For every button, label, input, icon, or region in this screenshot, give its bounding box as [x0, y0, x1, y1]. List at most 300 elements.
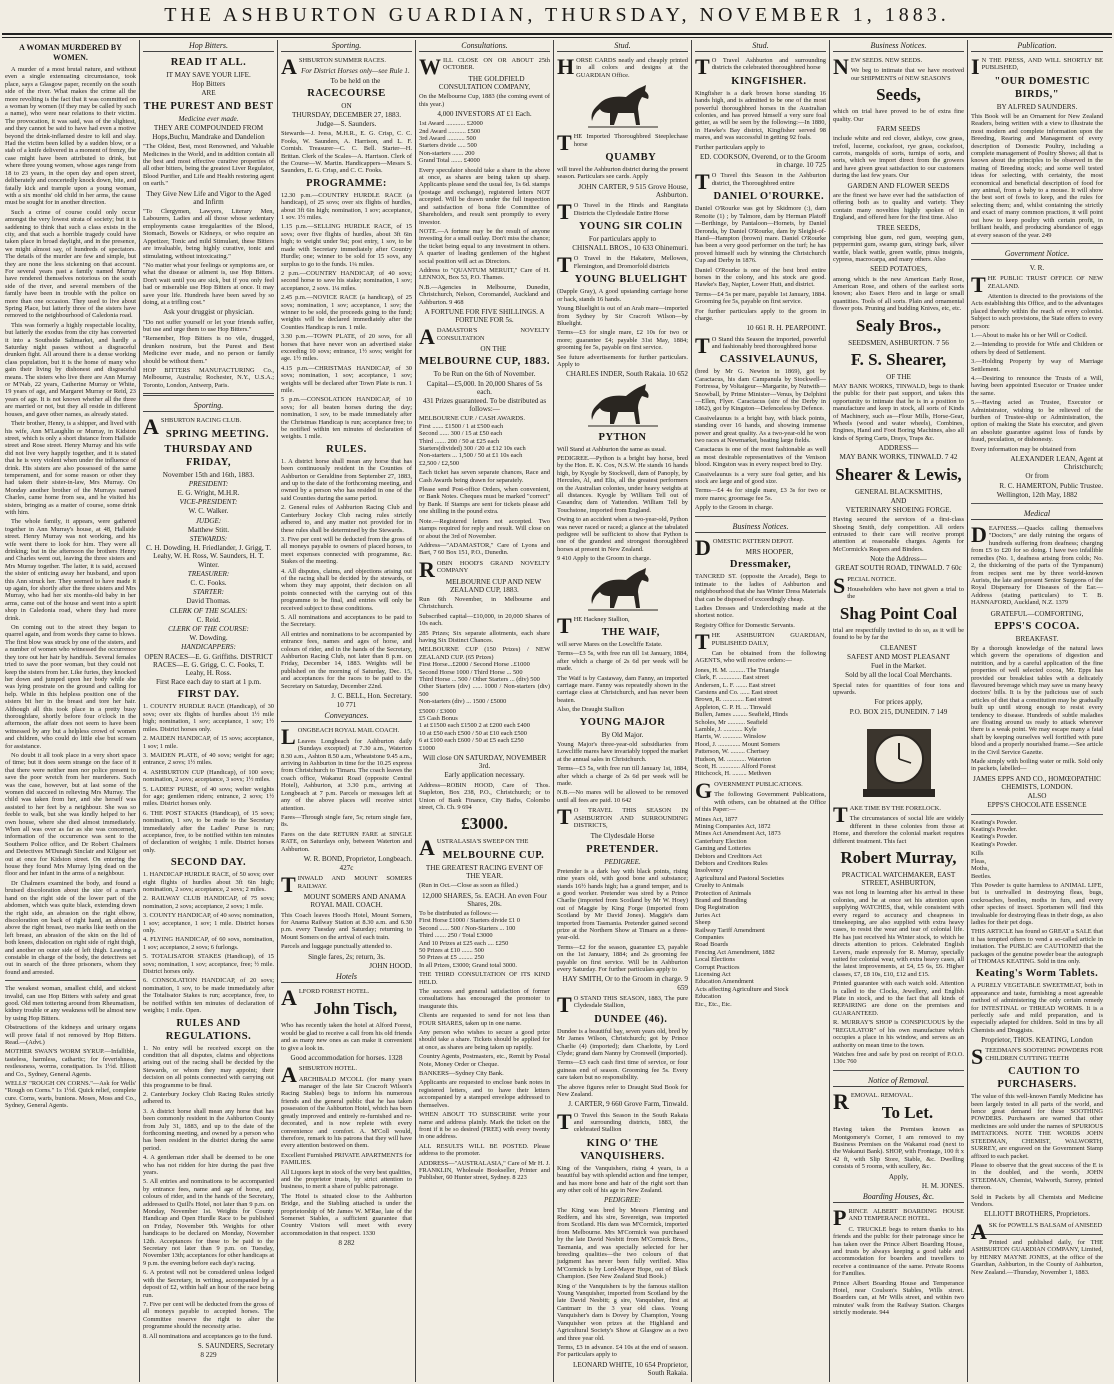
- ad-body-text: 3. MAIDEN PLATE, of 40 sovs; weight for age; entrance, 2 sovs; 1½ miles.: [143, 751, 274, 767]
- ad-body-text: Terms—£3 for single mare, £2 10s for two or more; guarantee £4; payable 31st May, 1884; grooming fee 5s, payable on first service.: [557, 329, 688, 352]
- column-divider: [971, 814, 1103, 815]
- column-divider: [971, 503, 1103, 504]
- ad-list: [419, 910, 550, 969]
- ad-body-text: All Liquors kept in stock of the very best qualities, and the proprietor trusts, by strict attention to business, to merit a share of public patronage.: [281, 1168, 412, 1191]
- drop-cap: T: [557, 612, 572, 638]
- ad-body-text: "Do not suffer yourself or let your friends suffer, but use and urge them to use Hop Bitters.": [143, 318, 274, 333]
- ad-body-text: Dundee is a beautiful bay, seven years old, bred by Mr James Wilson, Christchurch; got by Prince Charlie (4) (imported); dam Charlotte, by Lord Clyde; grand dam Nanny by Cromwell (imported).: [557, 1027, 688, 1057]
- ad-opening-text: SHBURTON SUMMER RACES.: [298, 57, 386, 64]
- ad-list-item: Second ...... 500 / Non-Starters ... 100: [419, 924, 516, 932]
- ad-opening-text: PECIAL NOTICE.: [847, 575, 897, 583]
- ad-line: David Thomas.: [186, 597, 231, 606]
- ad-opening: [557, 1108, 688, 1135]
- ad-body-text: Daniel O'Rourke was got by Skidmore (:), dam Renoite (1) ; by Talmore, dam by Herman Platoff—Berthinge, by Pantaloon—Hornets, by Daniel Deronda, by Daniel O'Rourke, dam by Sleight-of-Hand—Hampton (brown) mare. Daniel O'Rourke has been a very good performer on the turf; he has proved himself such by winning the Christchurch Cup and Derby in 1876.: [695, 205, 826, 265]
- ad-list-item: Debtors and Creditors Act: [695, 852, 762, 860]
- ad-body-text: THE THIRD CONSULTATION OF ITS KIND HELD.: [419, 971, 550, 986]
- ad-body-text: Printed and published daily, for THE ASHBURTON GUARDIAN COMPANY, Limited, by HENRY MAYNE JONES, at the office of the Guardian, Ashburton, in the County of Ashburton, New Zealand.—Thursday, November 1, 1883.: [971, 1238, 1103, 1276]
- ad-line: The Clydesdale Horse: [590, 832, 655, 841]
- ad-line: 12,000 SHARES, 5s. EACH. An even Four Shares, 20s.: [422, 891, 547, 908]
- ad-list-item: Andersen, L. F. ....... East street: [695, 681, 776, 689]
- ad-line: GREAT SOUTH ROAD, TINWALD. 7 60c: [835, 564, 962, 573]
- ad-heading: THE WAIF,: [601, 627, 660, 639]
- section-header: Hotels: [281, 971, 412, 983]
- masthead-rule-thin: [2, 37, 1112, 38]
- ad-list-item: Clark, F. .............. East street: [695, 674, 770, 682]
- ad-body-text: 6. CONSOLATION HANDICAP, of 20 sovs; nomination, 1 sov, to be made immediately after the Totalisator Stakes is run; acceptance, free, to be notified within ten minutes of declaration of weights; 1 mile. Open.: [143, 977, 274, 1015]
- newspaper-title: THE ASHBURTON GUARDIAN, THURSDAY, NOVEMBER 1, 1883.: [164, 4, 950, 26]
- ad-list-item: Hood, J. .............. Mount Somers: [695, 740, 780, 748]
- ad-line: FARM SEEDS: [876, 125, 921, 134]
- ad-body-text: MOTHER SWAN'S WORM SYRUP.—Infallible, tasteless, harmless, cathartic; for feverishness, restlessness, worms, constipation. 1s 1½d. Elliott and Co., Sydney, General Agents.: [5, 1048, 136, 1078]
- ad-line: GARDEN AND FLOWER SEEDS: [847, 181, 950, 190]
- ad-subheading: VICE-PRESIDENT:: [179, 498, 238, 507]
- ad-opening: [971, 54, 1103, 79]
- ad-opening-text: OVERNMENT PUBLICATIONS.: [714, 780, 803, 788]
- ad-line: MRS HOOPER,: [745, 548, 794, 557]
- ad-opening: [833, 801, 964, 827]
- ad-body-text: Terms—£3 5s, with free run till 1st January, 1884, after which a charge of 2s 6d per week will be made.: [557, 650, 688, 673]
- ad-body-text: THIS ARTICLE has found so GREAT a SALE that it has tempted others to vend a so-called article in imitation. The PUBLIC are CAUTIONED that the packages of the genuine powder bear the autograph of THOMAS KEATING. Sold in tins only.: [971, 928, 1103, 965]
- ad-list-item: Corrupt Practices: [695, 963, 740, 971]
- ad-line: SAFEST AND MOST PLEASANT: [847, 652, 950, 661]
- drop-cap: T: [695, 332, 710, 358]
- ad-opening: [971, 1044, 1103, 1070]
- ad-heading: SECOND DAY.: [170, 857, 247, 869]
- ad-body-text: (Run in Oct.—Close as soon as filled.): [419, 882, 519, 890]
- ad-line: 427c: [339, 864, 354, 873]
- ad-body-text: NOTE.—A fortune may be the result of anyone investing for a small outlay. Don't miss the chance; the ticket being equal to any investment in others. A quarter of leading gentlemen of the highest social position will act as Directors.: [419, 227, 550, 265]
- ad-body-text: Caractacus is one of the most fashionable as well as most desirable representatives of the Venison blood. Kingston was in every respect bred to Dry.: [695, 446, 826, 469]
- ad-list-item: Companies: [695, 934, 724, 941]
- ad-line: 8 229: [200, 1351, 217, 1360]
- ad-body-text: WELLS' "ROUGH ON CORNS."—Ask for Wells' "Rough on Corns." 1s 1½d. Quick relief, complete cure. Corns, warts, bunions. Moses, Moss and Co., Sydney, General Agents.: [5, 1080, 136, 1110]
- ad-opening-text: TEEDMAN'S SOOTHING POWDERS FOR CHILDREN CUTTING TEETH: [985, 1047, 1103, 1062]
- column-5: [554, 40, 692, 1382]
- ad-body-text: Terms—£3 each cash first time of service, or four guineas end of season. Grooming fee 5s. Every care taken but no responsibility.: [557, 1059, 688, 1082]
- ad-signature: 10 661 R. H. PEARPOINT.: [746, 324, 826, 333]
- ad-body-text: 1. COUNTY HURDLE RACE (Handicap), of 30 sovs; over six flights of hurdles about 1½ mile high; nomination, 1 sov; acceptance, 1 sov; 1½ miles. District horses only.: [143, 703, 274, 733]
- ad-list-item: Road Boards: [695, 941, 729, 949]
- ad-line: Sold by all the local Coal Merchants.: [845, 671, 952, 680]
- ad-list-item: Third Horse ... 500 / Other Starters ... (div) 500: [419, 676, 540, 684]
- column-divider: [971, 243, 1103, 244]
- ad-body-text: include white and red clover, alsikye, cow grass, trefoil, lucerne, cocksfoot, rye grass, cocksfoot, carrots, mangolds of sorts, turnips of sorts, and sorts, which we import direct from the growers and have given great satisfaction to our customers during the last few years. Our: [833, 135, 964, 180]
- ad-display-heading: Shearer & Lewis,: [835, 464, 962, 484]
- ad-list-item: £5 Cash Bonus: [419, 715, 458, 723]
- ad-opening: [281, 872, 412, 898]
- ad-line: First Race each day to start at 1 p.m.: [156, 678, 261, 687]
- ad-line: November 15th and 16th, 1883.: [162, 470, 255, 479]
- ad-line: Hop Bitters: [191, 80, 226, 89]
- ad-heading: CASSIVELAUNUS,: [719, 354, 818, 366]
- ad-signature: W. R. BOND, Proprietor, Longbeach.: [303, 854, 412, 863]
- ad-line: MAY BANK WORKS, TINWALD. 7 42: [839, 453, 958, 462]
- ad-list-item: Non-starters ....... 200: [419, 149, 475, 157]
- ad-list-item: Debtors and Creditors Rules: [695, 859, 768, 867]
- ad-opening-text: OBIN HOOD'S GRAND NOVELTY COMPANY: [436, 559, 550, 575]
- ad-body-text: Terms—£3 5s, with free run till January 1st, 1884, after which a charge of 2s 6d per week will be made.: [557, 765, 688, 787]
- ad-body-text: N.B.—No mares will be allowed to be removed until all fees are paid. 10 642: [557, 789, 688, 804]
- ad-body-text: HOP BITTERS MANUFACTURING Co., Melbourne, Australia; Rochester, N.Y., U.S.A.; Toronto, London, Antwerp, Paris.: [143, 366, 274, 389]
- ad-line: 10 771: [336, 701, 357, 710]
- ad-opening-text: ILL CLOSE ON OR ABOUT 25th OCTOBER.: [443, 57, 550, 72]
- ad-heading: CAUTION TO PURCHASERS.: [997, 1066, 1081, 1091]
- ad-body-text: (Dapple Gray), A good upstanding carriage horse or hack, stands 16 hands.: [557, 288, 688, 303]
- ad-body-text: 2.45 p.m.—NOVICE RACE (a handicap), of 25 sovs; nomination, 1 sov; acceptance, 1 sov; the winner to be sold, the proceeds going to the fund; weights will be declared immediately after the Counties Handicap is run. 1 mile.: [281, 294, 412, 331]
- ad-subheading: CLERK OF THE SCALES:: [169, 606, 248, 615]
- ad-opening: [557, 56, 688, 80]
- ad-list: [695, 816, 826, 1009]
- article-paragraph: This was formerly a highly respectable locality, but latterly the exodus from the city has converted it into a Southside Saltmarket, and hardly a Saturday night passes without a disgraceful drunken fight. All around there is a dense working class population, but it is the home of many who gain their living by dishonest and disgraceful means. The sisters who live there are Ann Murray or M'Nab, 22 years, Catherine Murray or White, 19 years of age, and Margaret Murray or Reid, 23 years of age. It is not known whether all the three are married or not, but they all reside in different houses, and gave other names, as already stated.: [5, 321, 136, 418]
- article-paragraph: The whole family, it appears, were gathered together in Ann Murray's house, at 48, Hallside street. Henry Murray was not working, and his wife went there to look for him. They were all drinking; but in the afternoon the brothers Henry and Charles went out, leaving the three sisters and Mrs Murray together. The latter, it is said, accused the sister of enticing away her husband, and upon this Ann struck her. They seemed to have made it up again, for shortly after the three sisters and Mrs Murray, who had her six months-old baby in her arms, came out of the house and went into a spirit shop in Caledonia road, where they had more drink.: [5, 518, 136, 622]
- ad-subheading: Medicine ever made.: [178, 114, 239, 123]
- ad-body-text: King o' the Vanquishers is by the famous stallion Young Vanquisher, imported from Scotland by the late David Nesbitt; g sire, Vanquisher, first at Cantmarr in the 3 year old class. Young Vanquisher's dam is Dovey by Champion, Young Vanquisher won prizes at the Highland and Agricultural Society's Show at Glasgow as a two and three year old.: [557, 1282, 688, 1342]
- ad-list-item: And 10 Prizes at £25 each .... £250: [419, 939, 509, 947]
- ad-list-item: 1 at £1500 each £1500 2 at £200 each £400: [419, 722, 530, 730]
- ad-line: ARE: [201, 89, 216, 98]
- ad-body-text: Registry Office for Domestic Servants.: [695, 621, 795, 629]
- ad-body-text: Apply to the Groom in charge.: [695, 504, 774, 512]
- ad-list-item: Brand and Branding: [695, 896, 747, 904]
- ad-signature: CHISNALL BROS., 10 633 Ohinemuri.: [572, 244, 688, 253]
- ad-list-item: £5000 / £3000: [419, 707, 456, 715]
- ad-body-text: 2. MAIDEN HANDICAP, of 15 sovs; acceptance, 1 sov; 1 mile.: [143, 735, 274, 750]
- ad-body-text: R. MURRAY'S SHOP is CONSPICUOUS by the "REGULATOR" of his own manufacture which occupies a place in his window, and serves as an authority on mean time to the town.: [833, 1019, 964, 1049]
- ad-list-item: Third ....... 250 / Total £3000: [419, 932, 493, 940]
- ad-line: Or from: [1025, 472, 1049, 481]
- ad-line: C. H. Dowding, H. Friedlander, J. Grigg, T. Leahy, W. H. Ross, W. Saunders, H. T. Winter.: [145, 544, 271, 569]
- ad-body-text: 2. RAILWAY CLUB HANDICAP, of 75 sovs; nomination, 2 sovs; acceptance, 2 sovs; 1 mile.: [143, 895, 274, 910]
- ad-heading: RULES AND REGULATIONS.: [165, 1017, 252, 1042]
- ad-heading: PROGRAMME:: [306, 177, 387, 189]
- clock-illustration: [833, 719, 964, 801]
- ad-body-text: 1. No entry will be received except on the condition that all disputes, claims and objections arising out of the racing shall be decided by the Stewards, or whom they may appoint; their decision on all points connected with carrying out this programme to be final.: [143, 1044, 274, 1089]
- ad-line: Judge—S. Saunders.: [316, 120, 377, 129]
- ad-opening: [695, 54, 826, 79]
- ad-body-text: 4. ASHBURTON CUP (Handicap), of 100 sovs; nomination, 2 sovs; acceptance, 3 sovs; 1½ miles.: [143, 768, 274, 784]
- ad-opening: [833, 1204, 964, 1230]
- article-paragraph: On coming out to the street they began to quarrel again, and from words they came to blows. The first blow was struck by one of the sisters, and a number of women who witnessed the occurrence they tore out her hair by handfuls. Several females tried to save the poor woman, but they could not keep the sisters from her. Like furies, they knocked her down and jumped upon her body while she was lying prostrate on the ground and calling for help. While in this helpless position one of the sisters bit her in the breast and tore her hair. Although all this took place in a pretty busy thoroughfare, shortly before four o'clock in the afternoon, the affair does not seem to have been witnessed by any but a helpless crowd of women and children, who could do little else but scream for assistance.: [5, 624, 136, 750]
- drop-cap: N: [833, 54, 849, 79]
- ad-line: P.O. BOX 215, DUNEDIN. 7 149: [849, 707, 948, 716]
- ad-body-text: C. TRUCKLE begs to return thanks to his friends and the public for their patronage since he has taken over the Prince Albert Boarding House, and trusts by always keeping a good table and accommodation for boarders and travellers to receive a continuance of the same. Private Rooms for Families.: [833, 1225, 964, 1278]
- ad-heading: PRETENDER.: [586, 843, 659, 855]
- ad-list: [695, 667, 826, 778]
- ad-list-item: Agricultural and Pastoral Societies: [695, 874, 784, 882]
- ad-line: Hops,Buchu, Mandrake and Dandelion: [152, 133, 265, 142]
- ad-line: C. C. Fooks.: [190, 579, 227, 588]
- ad-body-text: See future advertisements for further particulars. Apply to: [557, 353, 688, 368]
- ad-body-text: Can be obtained from the following AGENTS, who will receive orders:—: [695, 649, 826, 665]
- ad-subheading: CLERK OF THE COURSE:: [168, 625, 249, 634]
- ad-opening-text: DAMASTOR'S NOVELTY CONSULTATION: [436, 327, 550, 342]
- ad-list-item: Hitchcock, H. ......... Methven: [695, 770, 771, 778]
- ad-opening: [971, 1218, 1103, 1244]
- ad-signature: LEONARD WHITE, 10 654 Proprietor, South Rakaia.: [573, 1360, 688, 1377]
- ad-subheading: PRESIDENT:: [188, 479, 229, 488]
- ad-list-item: Acts affecting Agriculture and Stock: [695, 985, 789, 993]
- column-section-header: Business Notices.: [833, 40, 964, 52]
- ad-list-item: Fencing Act Amendment, 1882: [695, 948, 775, 956]
- ad-line: Capital—£5,000. In 20,000 Shares of 5s each.: [426, 379, 543, 396]
- ad-line: IT MAY SAVE YOUR LIFE.: [166, 71, 251, 79]
- section-header: Government Notice.: [971, 248, 1103, 260]
- ad-body-text: 5. All nominations and acceptances to be paid to the Secretary.: [281, 613, 412, 629]
- ad-signature: S. SAUNDERS, Secretary: [197, 1341, 274, 1350]
- ad-line: Wellington, 12th May, 1882: [996, 490, 1078, 499]
- ad-body-text: Special rates for quantities of four tons and upwards.: [833, 681, 964, 696]
- ad-signature: JOHN CARTER, 9 515 Grove House, Ashburton.: [578, 182, 688, 200]
- ad-list-item: Licensing Act: [695, 971, 731, 979]
- ad-list-item: MELBOURNE CUP (150 Prizes) / NEW ZEALAND CUP. (65 Prizes): [419, 646, 550, 661]
- ad-body-text: Prince Albert Boarding House and Temperance Hotel, near Coulson's Stables, Wills street. Boarders can, at Mr Wills street, and within two minutes' walk from the Railway Station. Charges strictly moderate. 944: [833, 1279, 964, 1317]
- ad-opening: [557, 806, 688, 830]
- ad-heading: RACECOURSE: [307, 87, 386, 99]
- ad-body-text: King of the Vanquishers, rising 4 years, is a beautiful bay with splendid action and fine temper, and has more bone and hair of the right sort than any other colt of his age in New Zealand.: [557, 1164, 688, 1194]
- ad-line: ON: [341, 101, 352, 110]
- ad-body-text: ALL RESULTS WILL BE POSTED. Please address to the promoter.: [419, 1142, 550, 1158]
- column-section-header: Stud.: [695, 40, 826, 52]
- drop-cap: A: [419, 324, 435, 350]
- ad-list-item: Sheep: [695, 919, 711, 927]
- section-header: Conveyances.: [281, 710, 412, 722]
- ad-line: ALSO: [1027, 792, 1047, 801]
- ad-body-text: Terms, £3 in advance. £4 10s at the end of season. For particulars apply to: [557, 1343, 688, 1359]
- ad-signature: R. C. HAMERTON, Public Trustee.: [999, 481, 1103, 490]
- ad-list-item: Jones, H. M. .......... The Triangle: [695, 666, 780, 674]
- column-section-header: Stud.: [557, 40, 688, 52]
- ad-opening-text: HE Hackney Stallion,: [573, 615, 630, 623]
- ad-heading: Dressmaker,: [729, 559, 792, 571]
- ad-body-text: Will Stand at Ashburton the same as usual.: [557, 445, 667, 453]
- article-paragraph: Such a crime of course could only occur amongst the very lowest strata of society; but it is saddening to think that such a class exists in the city, and that such a horrible tragedy could have taken place in broad daylight, and in the presence, we might almost say, of hundreds of spectators. The details of the murder are few and simple, but they are none the less sickening on that account. For several years past a family named Murray have rendered themselves notorious on the south side of the river, and several members of the family have been in trouble with the police on more than one occasion. They used to live about Spring Place, but latterly three of the sisters have removed to the neighbourhood of Caledonia road.: [5, 208, 136, 320]
- column-divider: [5, 980, 136, 981]
- ad-list-item: MELBOURNE CUP. / CASH AWARDS.: [419, 415, 526, 423]
- ad-subheading: For District Horses only—see Rule 1.: [301, 67, 410, 76]
- ad-body-text: will serve Mares on the Lowcliffe Estate.: [557, 641, 663, 649]
- ad-body-text: Every information may be obtained from: [971, 445, 1076, 453]
- ad-opening-text: EAFNESS.—Quacks calling themselves "Doctors," are daily ruining the organs of hundreds suffering from deafness; charging from £5 to £20 for so doing. I have two infallible remedies (No. 1, deafness arising from colds; No. 2, the thickening of the parts of the Tympanum) from recipes sent me by three world-known Aurists, the late and present Senior Surgeons of the Royal Dispensary for Diseases of the Ear.—Address (stating particulars) to T. B. HANNAFORD, Auckland, N.Z. 1379: [971, 525, 1103, 607]
- ad-line: For prices apply,: [874, 698, 923, 707]
- ad-list: [971, 819, 1103, 849]
- ad-list-item: Insolvency: [695, 867, 724, 875]
- ad-list-item: Mines Act Amendment Act, 1873: [695, 830, 781, 838]
- ad-signature: H. M. JONES.: [921, 1181, 964, 1190]
- ad-body-text: Made simply with boiling water or milk. Sold only in packets, labelled—: [971, 758, 1103, 773]
- ad-line: Ask your druggist or physician.: [163, 308, 254, 317]
- ad-opening: [695, 169, 826, 195]
- ad-line: THEY ARE COMPOUNDED FROM: [153, 123, 264, 132]
- column-section-header: Sporting.: [281, 40, 412, 52]
- ad-body-text: 12.30 p.m.—COUNTRY HURDLE RACE (a handicap), of 25 sovs; over six flights of hurdles, about 3ft 6in high; nomination, 1 sov; acceptance, 1 sov. 1½ miles.: [281, 191, 412, 222]
- ad-body-text: The circumstances of social life are widely different in these colonies from those at Home, and therefore the colonial market requires different treatment. This fact: [833, 815, 964, 845]
- ad-list-item: Carstens and Co. ...... East street: [695, 689, 778, 696]
- ad-opening: [557, 991, 688, 1017]
- ad-body-text: 5 p.m.—CONSOLATION HANDICAP, of 10 sovs; for all beaten horses during the day; nomination, 1 sov, to be made immediately after the Christmas Handicap is run; acceptance free; to be notified within ten minutes of declaration of weights. 1 mile.: [281, 396, 412, 441]
- ad-line: A FORTUNE FOR FIVE SHILLINGS. A FORTUNE FOR 5s.: [424, 307, 545, 325]
- ad-body-text: "No matter what your feelings or symptoms are, or what the disease or ailment is, use Hop Bitters. Don't wait until you are sick, but if you only feel bad or miserable use Hop Bitters at once. It may save your life. Hundreds have been saved by so doing, at a trifling cost.": [143, 261, 274, 306]
- horse-illustration-icon: [588, 566, 658, 612]
- ad-body-text: 5.—Having acted as Trustee, Executor or Administrator, wishing to be relieved of the burthen of Trustee-ship or Administration, the option of making the State his executor, and given an absolute guarantee against loss of funds by fraud, peculation, or dishonesty.: [971, 399, 1103, 444]
- ad-opening-text: EW SEEDS. NEW SEEDS.: [850, 57, 923, 64]
- ad-body-text: Cassivelaunus is a bright bay, with black points, standing over 16 hands, and showing immense power and great quality. As a two-year-old he won two races at Newmarket, beating large fields.: [695, 414, 826, 445]
- ad-list-item: Second ...... 300 / 15 at £50 each: [419, 430, 503, 438]
- ad-list: [971, 850, 1103, 880]
- ad-body-text: Stewards—J. Ivess, M.H.R., E. G. Crisp, C. C. Fooks, W. Saunders, A. Harrison, and L. F. Cornish. Treasurer—C. C. Bell. Starter—H. Brittan. Clerk of the Scales—A. Harrison. Clerk of the Course—W. Martin. Handicappers—Messrs S. Saunders, E. G. Crisp, and C. C. Fooks.: [281, 130, 412, 175]
- ad-body-text: Obstructions of the kidneys and urinary organs will prove fatal if not removed by Hop Bitters. Read.—(Advt.): [5, 1024, 136, 1046]
- ad-body-text: are the finest we have ever had the satisfaction of offering both as to quality and variety. They contain many novelties highly spoken of in England, and offered here for the first time. Also: [833, 191, 964, 222]
- ad-body-text: comprising blue gum, red gum, weeping gum, peppermint gum, swamp gum, stringy bark, silver wattle, black wattle, green wattle, pinus insignis, cypress, macrocarpa, and many others. Also: [833, 233, 964, 263]
- ad-body-text: Ladies Dresses and Underclothing made at the shortest notice.: [695, 604, 826, 620]
- ad-body-text: Please send Post-office Orders, when convenient, or Bank Notes. Cheques must be marked "correct" by Bank. If Stamps are sent for tickets please add one shilling in the pound extra.: [419, 486, 550, 516]
- ad-body-text: Who has recently taken the hotel at Alford Forest, would be glad to receive a call from his old friends and as many new ones as can make it convenient to give a look in.: [281, 1022, 412, 1052]
- ad-list-item: Third ....... 200 / 50 at £25 each: [419, 437, 500, 445]
- ad-body-text: 285 Prizes; Six separate allotments, each share having Six Distinct Chances.: [419, 629, 550, 644]
- ad-subheading: JUDGE:: [195, 516, 222, 525]
- ad-opening-text: N THE PRESS, AND WILL SHORTLY BE PUBLISHED,: [981, 57, 1103, 72]
- ad-list-item: 6 at £100 each £600 / 50 at £5 each £250: [419, 737, 524, 745]
- ad-line: SEED POTATOES,: [870, 265, 927, 274]
- ad-body-text: BANKERS—Sydney City Bank.: [419, 1070, 504, 1078]
- ad-body-text: Each ticket has seven separate chances, Race and Cash Awards being drawn for separately.: [419, 469, 550, 484]
- ad-body-text: Sold in Packets by all Chemists and Medicine Vendors.: [971, 1193, 1103, 1208]
- ad-heading: MELBOURNE CUP.: [442, 849, 545, 861]
- ad-heading: YOUNG BLUELIGHT: [574, 274, 687, 286]
- ad-opening: [419, 54, 550, 79]
- column-6: [692, 40, 830, 1382]
- drop-cap: A: [419, 835, 435, 861]
- ad-opening-text: HE PUBLIC TRUST OFFICE OF NEW ZEALAND.: [987, 275, 1103, 290]
- article-paragraph: Dr Chalmers examined the body, and found a bruised discoloration about the size of a man's hand on the right side of the lower part of the abdomen, which was quite black, extending down the right side, an abrasion on the right elbow, discoloration on back of right hand, an abrasion above the right breast, two marks like teeth on the left breast, an abrasion of the skin on the lid of both knees, dislocation on right side of right thigh, and another on outer side of left thigh. Leaving a constable in charge of the body, the detectives set out in search of the three prisoners, whom they found and arrested.: [5, 879, 136, 976]
- ad-body-text: A PURELY VEGETABLE SWEETMEAT, both in appearance and taste, furnishing a most agreeable method of administering the only certain remedy for INTESTINAL or THREAD WORMS. It is a perfectly safe and mild preparation, and is especially adapted for children. Sold in tins by all Chemists and Druggists.: [971, 982, 1103, 1034]
- ad-signature: HAY SMITH, Or to the Groom in charge. 9 659: [562, 975, 688, 992]
- ad-line: MOUNT SOMERS AND ANAMA ROYAL MAIL COACH.: [303, 893, 406, 910]
- section-header: Boarding Houses, &c.: [833, 1191, 964, 1203]
- ad-signature: J. CARTER, 9 660 Grove Farm, Tinwald.: [568, 1100, 688, 1109]
- drop-cap: T: [557, 804, 572, 830]
- ad-opening-text: O Travel Ashburton and surrounding districts the celebrated thoroughbred horse: [711, 57, 826, 72]
- ad-opening-text: O Travel this Season in the South Rakaia and surrounding districts, 1883, the celebrated Stallion: [573, 1111, 688, 1134]
- ad-body-text: Any person who wishes to secure a good prize should take a share. Tickets should be applied for at once, as shares are being taken up rapidly.: [419, 1029, 550, 1051]
- ad-opening-text: EMOVAL. REMOVAL.: [850, 1091, 913, 1099]
- ad-body-text: 2. Canterbury Jockey Club Racing Rules strictly adhered to.: [143, 1090, 274, 1106]
- ad-line: CLEANEST: [880, 643, 917, 652]
- ad-line: Will close ON SATURDAY, NOVEMBER 3rd.: [422, 754, 547, 771]
- ad-body-text: This Coach leaves Hood's Hotel, Mount Somers, for Anama Railway Station at 8.30 a.m. and 6.30 p.m. every Tuesday and Saturday; returning to Mount Somers on the arrival of each train.: [281, 911, 412, 941]
- column-4: [416, 40, 554, 1382]
- ad-list-item: 2nd Award ........... £500: [419, 127, 481, 135]
- ad-signature: CHARLES INDER, South Rakaia. 10 652: [566, 370, 688, 379]
- ad-line: 431 Prizes guaranteed. To be distributed as follows:—: [422, 397, 547, 414]
- ad-body-text: Householders who have not given a trial to the: [847, 586, 964, 601]
- drop-cap: T: [971, 272, 986, 298]
- ad-line: Note the Address—: [870, 555, 927, 564]
- ad-list-item: 3rd Award ........... 500: [419, 135, 476, 143]
- ad-body-text: 2. General rules of Ashburton Racing Club and Canterbury Jockey Club racing rules strictly adhered to, and any matter not provided for in these rules shall be determined by the Stewards.: [281, 504, 412, 534]
- ad-heading: SPRING MEETING.: [165, 428, 270, 440]
- ad-list-item: Patterson, W. ......... Chertsey: [695, 748, 770, 756]
- ad-body-text: 9 410 Apply to the Groom in charge.: [557, 555, 651, 563]
- ad-body-text: Having secured the services of a first-class Shoeing Smith, defy competition. All orders entrusted to their care will receive prompt attention at reasonable charges. Agents for McCormick's Reapers and Binders.: [833, 516, 964, 553]
- ad-body-text: 8. All nominations and acceptances go to the fund.: [143, 1332, 273, 1340]
- ad-line: PRACTICAL WATCHMAKER, EAST STREET, ASHBURTON,: [841, 870, 956, 888]
- ad-signature: ALEXANDER LEAN, Agent at Christchurch;: [1010, 455, 1103, 472]
- ad-opening: [971, 272, 1103, 298]
- ad-body-text: Terms—£4 4s for single mare, £3 3s for two or more mares; groomage fee 5s.: [695, 487, 826, 502]
- ad-body-text: 3. Five per cent will be deducted from the gross of all moneys payable to owners of placed horses, to meet expenses connected with programme, &c. Stakes of the meeting.: [281, 535, 412, 566]
- ad-heading: MELBOURNE CUP, 1883.: [419, 356, 550, 368]
- ad-line: AND: [890, 496, 907, 505]
- ad-body-text: which on trial have proved to be of extra fine quality. Our: [833, 108, 964, 123]
- ad-body-text: Printed guarantee with each watch sold. Attention is called to the Clocks, Jewellery, and English Plate in stock, and to the fact that all kinds of REPAIRING are done on the premises and GUARANTEED.: [833, 980, 964, 1017]
- drop-cap: H: [557, 54, 575, 79]
- ad-opening-text: ORSE CARDS neatly and cheaply printed in all colors and designs at the GUARDIAN Office.: [576, 57, 688, 79]
- ad-body-text: Applicants are requested to enclose bank notes in registered letters, and to have their letters accompanied by a stamped envelope addressed to themselves.: [419, 1079, 550, 1109]
- drop-cap: L: [281, 724, 296, 750]
- ad-heading: THURSDAY AND FRIDAY,: [164, 443, 253, 468]
- ad-line: MELBOURNE CUP AND NEW ZEALAND CUP, 1883.: [445, 577, 542, 594]
- drop-cap: R: [419, 556, 435, 582]
- ad-list-item: First Horse £1000 / Starters divide £1 0: [419, 917, 520, 925]
- ad-body-text: The success and general satisfaction of former consultations has encouraged the promoter to inaugurate this.: [419, 988, 550, 1010]
- ad-display-heading: Robert Murray,: [840, 847, 957, 867]
- drop-cap: R: [833, 1088, 849, 1114]
- ad-subheading: STEWARDS:: [189, 535, 228, 544]
- ad-opening-text: INWALD AND MOUNT SOMERS RAILWAY.: [297, 875, 412, 890]
- ad-body-text: 6. A protest will not be considered unless lodged with the Secretary, in writing, accompanied by a deposit of £2, within half an hour of the race being run.: [143, 1269, 274, 1299]
- ad-line: BREAKFAST.: [1015, 634, 1059, 643]
- ad-list-item: Keating's Powder.: [971, 818, 1018, 826]
- ad-signature: ED. COOKSON, Overend, or to the Groom in charge. 10 725: [700, 153, 826, 170]
- drop-cap: T: [557, 199, 572, 225]
- ad-heading: DANIEL O'ROURKE.: [713, 191, 825, 203]
- ad-heading: THE PUREST AND BEST: [143, 100, 274, 112]
- article-headline: A WOMAN MURDERED BY WOMEN.: [19, 43, 122, 62]
- ad-body-text: Young Major's three-year-old subsidiaries from Lowcliffe mares have invariably topped the market at the annual sales in Christchurch.: [557, 740, 688, 763]
- column-section-header: Consultations.: [419, 40, 550, 52]
- ad-list-item: Hudson, M. ............ Waterton: [695, 755, 771, 763]
- ad-body-text: 4. All disputes, claims, and objections arising out of the racing shall be decided by the stewards, or whom they may appoint, their decision on all points connected with the carrying out of this programme to be final, and entries will only be received subject to these conditions.: [281, 567, 412, 612]
- ad-opening-text: OMESTIC PATTERN DEPOT.: [712, 537, 794, 545]
- ad-opening: [971, 524, 1103, 607]
- ad-opening-text: USTRALASIA'S SWEEP ON THE: [436, 838, 529, 846]
- ad-body-text: Having taken the Premises known as Montgomery's Corner, I am removed to my Business Premises on the Wakanui road (next to the Wakanui Bank). SHOP, with Frontage, 100 ft x 42 ft, with Slip Store, Stable, &c. Dwelling consists of 5 rooms, with scullery, &c.: [833, 1126, 964, 1171]
- ad-list-item: Education Amendment: [695, 978, 754, 986]
- ad-display-heading: £3000.: [461, 814, 508, 834]
- ad-list-item: Keating's Powder.: [971, 833, 1018, 841]
- ad-body-text: This Book will be an Ornament for New Zealand Readers, being written with a view to illustrate the most modern and complete information upon the Breeding, Rearing and Management of every description of Domestic Poultry, including a complete management of Poultry Shows; all that is known about the principles to be observed in the mating of Breeding stock; and some well tested ideas for selecting, with certainty, the most economical and beneficial description of food for any animal, from a baby to a mouse. It will show the best sort of fowls to keep, and the rules for selecting them; and, whilst containing the strictly and exact of many common practices, it will point out how to keep poultry with certain profit, in brilliant health, and producing abundance of eggs at every season of the year. 249: [971, 113, 1103, 239]
- ad-body-text: The Hotel is situated close to the Ashburton Bridge, and the Stabling attached is under the proprietorship of Mr James W. M'Rae, late of the Somerset Stables, a sufficient guarantee that Country Visitors will meet with every accommodation in that respect. 1330: [281, 1192, 412, 1237]
- ad-body-text: This Powder is quite harmless to ANIMAL LIFE, but is unrivalled in destroying fleas, bugs, cockroaches, beetles, moths in furs, and every other species of insect. Sportsmen will find this invaluable for destroying fleas in their dogs, as also ladies for their pet dogs.: [971, 881, 1103, 926]
- ad-list-item: Keating's Powder.: [971, 826, 1018, 834]
- ad-opening-text: ONGBEACH ROYAL MAIL COACH.: [297, 727, 400, 735]
- ad-opening-text: O Travel this Season in the Ashburton district, the Thoroughbred entire: [711, 172, 826, 187]
- ad-heading: Keating's Worm Tablets.: [975, 968, 1099, 980]
- ad-body-text: 1. HANDICAP HURDLE RACE, of 50 sovs; over eight flights of hurdles about 3ft 6in high; nomination, 2 sovs; acceptance, 2 sovs; 2 miles.: [143, 871, 274, 894]
- ad-body-text: Every speculator should take a share in the above at once, as shares are being taken up sharp. Applicants please send the usual fee, 1s 6d. stamps (postage and exchange), registered letters NOT accepted. Will be drawn under the full inspection and satisfaction of bona fide Committee of Shareholders, and result sent promptly to every investor.: [419, 166, 550, 226]
- ad-list-item: Harris, W. ............ Winslow: [695, 733, 767, 741]
- ad-body-text: Terms—£2 for the season, guarantee £3, payable on the 1st January, 1884; and 2s grooming fee payable on first service. Will be in Ashburton every Saturday. For further particulars apply to: [557, 943, 688, 974]
- ad-line: SEEDSMEN, ASHBURTON. 7 56: [848, 338, 949, 347]
- ad-body-text: Please to observe that the great success of the E is in the doubled, and the words, JOHN STEEDMAN, Chemist, Walworth, Surrey, printed thereon.: [971, 1161, 1103, 1192]
- drop-cap: A: [143, 414, 159, 440]
- ad-line: JAMES EPPS AND CO., HOMŒOPATHIC CHEMISTS, LONDON.: [973, 774, 1101, 792]
- ad-body-text: Fares on the date RETURN FARE at SINGLE RATE, on Saturdays only, between Waterton and Ashburton.: [281, 830, 412, 853]
- column-1: [2, 40, 140, 1382]
- ad-body-text: trial are respectfully invited to do so, as it will be found to be by far the: [833, 626, 964, 642]
- ad-body-text: 6. THE POST STAKES (Handicap), of 15 sovs; nomination, 1 sov, to be made to the Secretary immediately after the Ladies' Purse is run; acceptance, free, to be notified within ten minutes of declaration of weights; 1 mile. District horses only.: [143, 809, 274, 854]
- ad-subheading: PEDIGREE.: [604, 857, 641, 866]
